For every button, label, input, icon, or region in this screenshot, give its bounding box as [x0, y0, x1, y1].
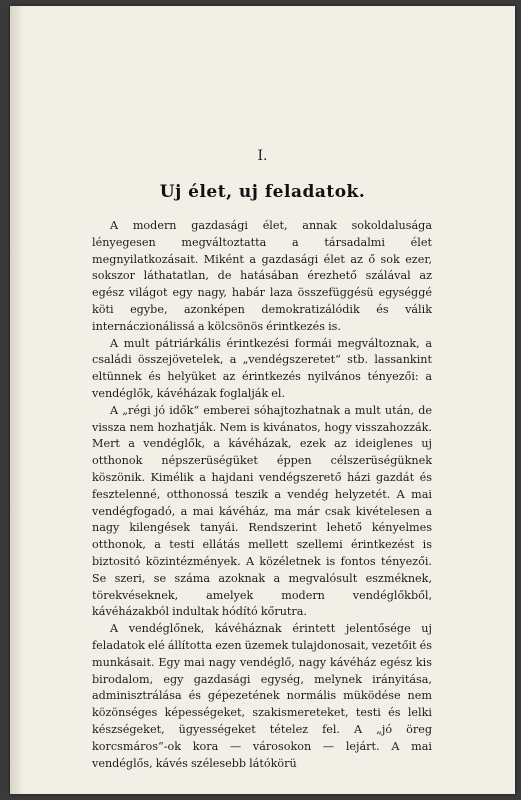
paragraph: A vendéglőnek, kávéháznak érintett jelentősége uj feladatok elé állította ezen üzemek tulajdonosait, vezetőit és munkásait. Egy mai nagy vendéglő, nagy kávéház egész kis birodalom, egy gazdasági egység, melynek irányitása, adminisztrálása és gépezetének normális müködése nem közönséges képességeket, szakismereteket, testi és lelki készségeket, ügyességeket tételez fel. A „jó öreg korcsmáros“-ok kora — városokon — lejárt. A mai vendéglős, kávés szélesebb látókörü: [92, 622, 432, 770]
paragraph: A „régi jó idők“ emberei sóhajtozhatnak a mult után, de vissza nem hozhatják. Nem is kivánatos, hogy visszahozzák. Mert a vendéglők, a kávéházak, ezek az ideiglenes uj otthonok népszerüségüket éppen célszerüségüknek köszönik. Kimélik a hajdani vendégszerető házi gazdát és fesztelenné, otthonossá teszik a vendég helyzetét. A mai vendégfogadó, a mai kávéház, ma már csak kivételesen a nagy kilengések tanyái. Rendszerint lehető kényelmes otthonok, a testi ellátás mellett szellemi érintkezést is biztositó közintézmények. A közéletnek is fontos tényezői. Se szeri, se száma azoknak a megvalósult eszméknek, törekvéseknek, amelyek modern vendéglőkből, kávéházakból indultak hódító kőrutra.: [92, 403, 432, 619]
paragraph: A mult pátriárkális érintkezési formái megváltoznak, a családi összejövetelek, a „vendégszeretet“ stb. lassankint eltünnek és helyüket az érintkezés nyilvános tényezői: a vendéglők, kávéházak foglalják el.: [92, 336, 432, 400]
paragraph: A modern gazdasági élet, annak sokoldalusága lényegesen megváltoztatta a társadalmi élet megnyilatkozásait. Miként a gazdasági élet az ő sok ezer, sokszor láthatatlan, de hatásában érezhető szálával az egész világot egy nagy, habár laza összefüggésü egységgé köti egybe, azonképen demokratizálódik és válik internáczionálissá a kölcsönös érintkezés is.: [92, 219, 432, 333]
chapter-number: I.: [257, 148, 268, 164]
page-binding-edge: [10, 6, 24, 794]
body-text: [92, 218, 432, 772]
chapter-title: Uj élet, uj feladatok.: [159, 182, 366, 202]
document-page: [10, 6, 515, 794]
